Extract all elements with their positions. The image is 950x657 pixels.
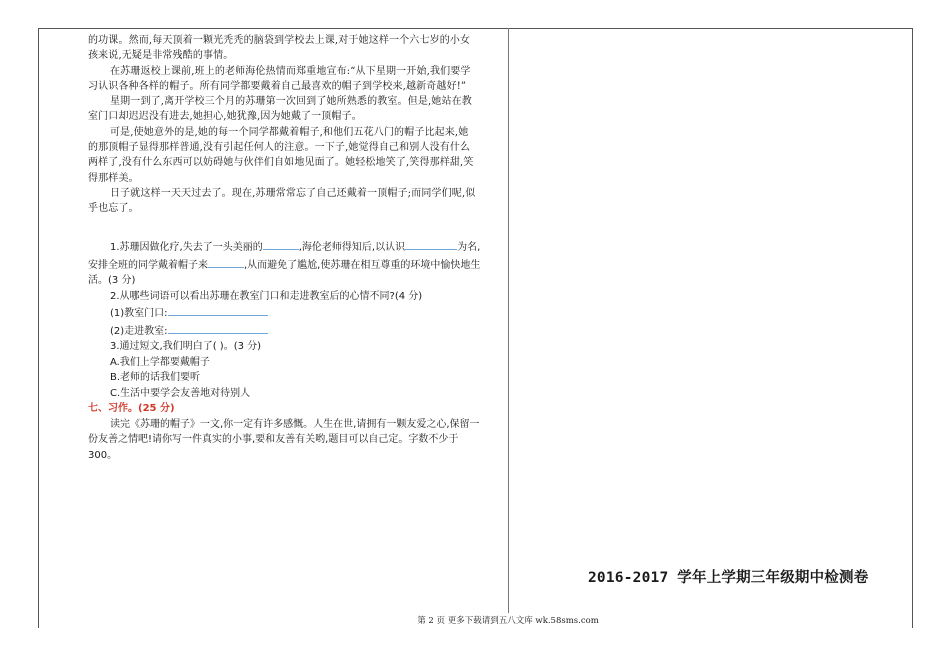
page-border-right [912, 28, 913, 628]
question-2-1 [88, 304, 488, 322]
passage-paragraph-3: 星期一到了,离开学校三个月的苏珊第一次回到了她所熟悉的教室。但是,她站在教室门口却迟迟没有进去,她担心,她犹豫,因为她戴了一顶帽子。 [88, 96, 472, 123]
question-2: 2.从哪些词语可以看出苏珊在教室门口和走进教室后的心情不同?(4 分) [110, 290, 423, 302]
option-b: B.老师的话我们要听 [110, 372, 201, 383]
essay-prompt: 读完《苏珊的帽子》一文,你一定有许多感慨。人生在世,请拥有一颗友爱之心,保留一份友善之情吧!请你写一件真实的小事,要和友善有关哟,题目可以自己定。字数不少于 300。 [88, 418, 480, 461]
reading-passage [88, 33, 476, 217]
passage-paragraph-4: 可是,使她意外的是,她的每一个同学都戴着帽子,和他们五花八门的帽子比起来,她的那顶帽子显得那样普通,没有引起任何人的注意。一下子,她觉得自己和别人没有什么两样了,没有什么东西可以妨碍她与伙伴们自如地见面了。她轻松地笑了,笑得那样甜,笑得那样美。 [88, 126, 474, 184]
column-divider [508, 28, 509, 613]
question-1-part-b: ,海伦老师得知后,以认识 [298, 242, 406, 253]
answer-blank[interactable] [168, 322, 268, 334]
section-7-title: 七、习作。(25 分) [88, 403, 175, 414]
passage-paragraph-5: 日子就这样一天天过去了。现在,苏珊常常忘了自己还戴着一顶帽子;而同学们呢,似乎也忘了。 [88, 187, 476, 215]
answer-blank[interactable] [405, 238, 457, 250]
question-3: 3.通过短文,我们明白了( )。(3 分) [110, 341, 262, 352]
question-1-part-d: ,从而避免了尴尬,使苏珊在相互尊重的环境中愉快地生活。(3 分) [88, 259, 481, 286]
questions-block [88, 238, 488, 463]
exam-title: 2016-2017 学年上学期三年级期中检测卷 [588, 570, 869, 586]
question-1 [88, 238, 488, 289]
answer-blank[interactable] [168, 304, 268, 316]
answer-blank[interactable] [208, 256, 244, 268]
option-a: A.我们上学都要戴帽子 [110, 356, 210, 368]
question-1-part-a: 1.苏珊因做化疗,失去了一头美丽的 [110, 242, 263, 253]
answer-blank[interactable] [263, 238, 299, 250]
page-footer: 第 2 页 更多下载请到五八文库 wk.58sms.com [417, 616, 599, 626]
question-1-part-c: 为名,安排全班的同学戴着帽子来 [88, 242, 481, 271]
passage-paragraph-1: 的功课。然而,每天顶着一颗光秃秃的脑袋到学校去上课,对于她这样一个六七岁的小女孩来说,无疑是非常残酷的事情。 [88, 35, 471, 62]
page-border-left [38, 28, 39, 628]
option-c: C.生活中要学会友善地对待别人 [110, 387, 251, 399]
question-2-1-label: (1)教室门口: [110, 308, 168, 319]
passage-paragraph-2: 在苏珊返校上课前,班上的老师海伦热情而郑重地宣布:“从下星期一开始,我们要学习认识各种各样的帽子。所有同学都要戴着自己最喜欢的帽子到学校来,越新奇越好!” [88, 65, 471, 92]
question-2-2-label: (2)走进教室: [110, 325, 168, 337]
question-2-2 [88, 322, 488, 340]
